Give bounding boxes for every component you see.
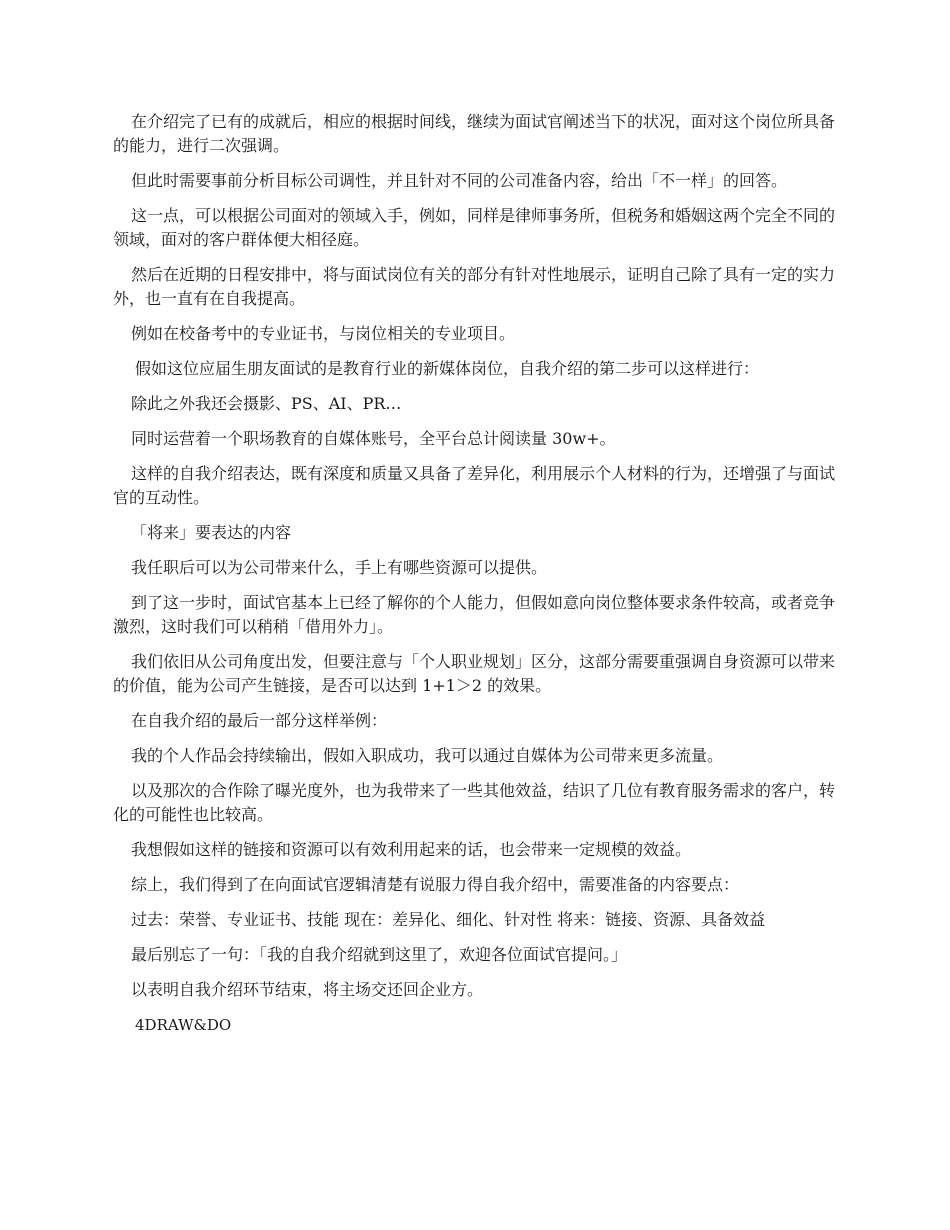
paragraph-14: 在自我介绍的最后一部分这样举例： — [131, 711, 388, 730]
paragraph-9: 这样的自我介绍表达，既有深度和质量又具备了差异化，利用展示个人材料的行为，还增强了与面试官的互动性。 — [113, 464, 836, 507]
paragraph-2: 但此时需要事前分析目标公司调性，并且针对不同的公司准备内容，给出「不一样」的回答。 — [131, 171, 788, 190]
paragraph-15: 我的个人作品会持续输出，假如入职成功，我可以通过自媒体为公司带来更多流量。 — [131, 746, 724, 765]
document-body — [113, 110, 841, 1037]
paragraph-21: 以表明自我介绍环节结束，将主场交还回企业方。 — [131, 980, 484, 999]
summary-points: 过去：荣誉、专业证书、技能 现在：差异化、细化、针对性 将来：链接、资源、具备效益 — [131, 910, 766, 929]
paragraph-11: 我任职后可以为公司带来什么，手上有哪些资源可以提供。 — [131, 558, 548, 577]
section-heading-future: 「将来」要表达的内容 — [131, 523, 292, 542]
paragraph-7: 除此之外我还会摄影、PS、AI、PR… — [131, 394, 402, 413]
paragraph-1: 在介绍完了已有的成就后，相应的根据时间线，继续为面试官阐述当下的状况，面对这个岗位所具备的能力，进行二次强调。 — [113, 112, 836, 155]
paragraph-4: 然后在近期的日程安排中，将与面试岗位有关的部分有针对性地展示，证明自己除了具有一定的实力外，也一直有在自我提高。 — [113, 265, 836, 308]
paragraph-8: 同时运营着一个职场教育的自媒体账号，全平台总计阅读量 30w+。 — [131, 429, 616, 448]
paragraph-6: 假如这位应届生朋友面试的是教育行业的新媒体岗位，自我介绍的第二步可以这样进行： — [135, 359, 760, 378]
paragraph-16: 以及那次的合作除了曝光度外，也为我带来了一些其他效益，结识了几位有教育服务需求的客户，转化的可能性也比较高。 — [113, 781, 836, 824]
paragraph-20: 最后别忘了一句：「我的自我介绍就到这里了，欢迎各位面试官提问。」 — [131, 945, 628, 964]
paragraph-17: 我想假如这样的链接和资源可以有效利用起来的话，也会带来一定规模的效益。 — [131, 840, 692, 859]
paragraph-13: 我们依旧从公司角度出发，但要注意与「个人职业规划」区分，这部分需要重强调自身资源可以带来的价值，能为公司产生链接，是否可以达到 1+1＞2 的效果。 — [113, 652, 836, 695]
paragraph-12: 到了这一步时，面试官基本上已经了解你的个人能力，但假如意向岗位整体要求条件较高，或者竞争激烈，这时我们可以稍稍「借用外力」。 — [113, 593, 836, 636]
paragraph-5: 例如在校备考中的专业证书，与岗位相关的专业项目。 — [131, 324, 516, 343]
paragraph-3: 这一点，可以根据公司面对的领域入手，例如，同样是律师事务所，但税务和婚姻这两个完全不同的领域，面对的客户群体便大相径庭。 — [113, 206, 836, 249]
footer-signature: 4DRAW&DO — [135, 1016, 232, 1034]
paragraph-18: 综上，我们得到了在向面试官逻辑清楚有说服力得自我介绍中，需要准备的内容要点： — [131, 875, 740, 894]
